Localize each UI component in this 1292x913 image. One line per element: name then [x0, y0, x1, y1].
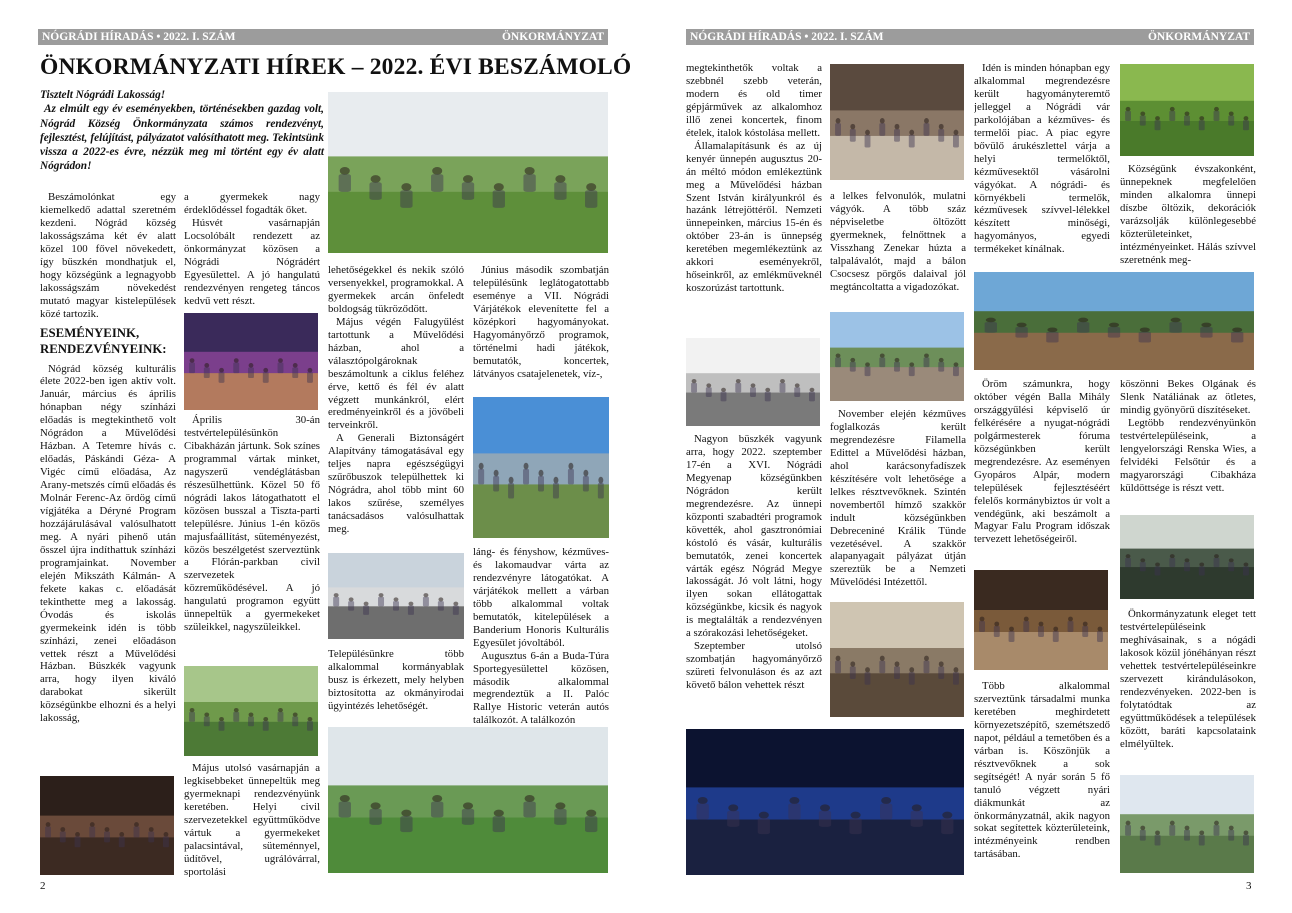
- left-column-4a: [473, 264, 609, 394]
- paragraph: Május végén Falugyűlést tartottunk a Művelődési házban, ahol a választópolgároknak beszámoltunk a ciklus feléhez érve, kettő és fél év alatt végzett munkánkról, elért eredményeinkről és a jövőbeli terveinkről.: [328, 315, 464, 432]
- left-column-3b: [328, 648, 464, 724]
- paragraph: November elején kézműves foglalkozás került megrendezésre Filamella Edittel a Művelődési házban, ahol karácsonyfadíszek készítésére volt lehetősége a lelkes résztvevőknek. Szintén novembertől hímző szakkör indult községünkben Debreceniné Králik Tünde vezetésével. A szakkör alapanyagait pályázat útján szereztük be a Nemzeti Művelődési Intézettől.: [830, 408, 966, 589]
- harvest-parade-photo: [830, 312, 964, 401]
- article-intro: [40, 88, 324, 174]
- paragraph: Május utolsó vasárnapján a legkisebbeket ünnepeltük meg gyermeknapi rendezvényünk keretében. Helyi civil szervezetekkel együttműködve vártuk a gyermekeket palacsintával, süteménnyel, üdítővel, ugrálóvárral, sportolási: [184, 762, 320, 877]
- paragraph: Nagyon büszkék vagyunk arra, hogy 2022. szeptember 17-én a XVI. Nógrádi Megyenap községünkben Nógrádon került megrendezésre. Az ünnepi központi szabadtéri programok követték, ahol gasztronómiai kóstoló és vásár, kulturális bemutatók, zenei koncertek várták egész Nógrád Megye lakosságát. Jó volt látni, hogy ilyen sokan ellátogattak községünkbe, kicsik és nagyok is megtalálták a rendezvényen a szórakozási lehetőségeket.: [686, 433, 822, 640]
- header-section: ÖNKORMÁNYZAT: [501, 31, 604, 43]
- left-column-2b: [184, 414, 320, 662]
- header-publication: NÓGRÁDI HÍRADÁS • 2022. I. SZÁM: [690, 31, 884, 43]
- right-column-1b: [686, 433, 822, 725]
- paragraph: Nógrád község kulturális élete 2022-ben igen aktív volt. Január, március és április hónapban négy színházi előadás is megtekinthető volt Nógrádon a Művelődési Házban. A Tetemre hívás c. előadás, Páskándi Géza- A Vigéc című előadása, Az Arany-metszés című előadás és Molnár Ferenc-Az ördög című vígjátéka a Déryné Program hozzájárulásával valósulhatott meg. A nyári pihenő után ősszel újra indíthattuk színházi programjainkat. November elején Mikszáth Kálmán- A fekete kakas c. előadását tekinthette meg a lakosság. Óvodás és iskolás gyermekeink idén is több színházi, zenei előadáson vettek részt a Művelődési Házban. Büszkék vagyunk arra, hogy ilyen kiváló darabokat sikerült községünkbe elhozni és a helyi lakosság,: [40, 362, 176, 725]
- right-column-4a: [1120, 163, 1256, 267]
- header-section: ÖNKORMÁNYZAT: [1147, 31, 1250, 43]
- intro-paragraph: Az elmúlt egy év eseményekben, történésekben gazdag volt, Nógrád Község Önkormányzata számos rendezvényt, fejlesztést, felújítást, pályázatot valósíthatott meg. Tekintsünk vissza a 2022-es évre, nézzük meg mi történt egy év alatt Nógrádon!: [40, 103, 324, 173]
- childrens-day-photo: [184, 666, 318, 756]
- paragraph: Húsvét vasárnapján Locsolóbált rendezett az önkormányzat közösen a Nógrádi Nógrádért Egyesülettel. A jó hangulatú rendezvényen rengeteg táncos kedvű vett részt.: [184, 216, 320, 307]
- left-column-2c: [184, 762, 320, 877]
- paragraph: Államalapításunk és az új kenyér ünnepén augusztus 20-án méltó módon emlékeztünk meg a Művelődési házban Szent István királyunkról és hazánk létrejöttéről. Nemzeti ünnepeinken, március 15-én és október 23-án is ünnepség keretében megemlékeztünk az akkori eseményekről, hőseinkről, az emlékműveknél koszorúzást tartottunk.: [686, 139, 822, 295]
- right-column-4b: [1120, 378, 1256, 510]
- delegation-flags-photo: [1120, 775, 1254, 873]
- article-title: ÖNKORMÁNYZATI HÍREK – 2022. ÉVI BESZÁMOLÓ: [40, 54, 632, 80]
- paragraph: Szeptember utolsó szombatján hagyományőrző szüreti felvonuláson és az azt követő bálon vehettek részt: [686, 640, 822, 692]
- locsolobal-photo: [184, 313, 318, 410]
- paragraph: Önkormányzatunk eleget tett testvértelepüléseink meghívásainak, s a nógádi lakosok közül jónéhányan részt vehettek testvértelepüléseinkre szervezett kirándulásokon, rendezvényeken. 2022-ben is folytatódtak az együttműködések a települések között, baráti kapcsolataink elmélyültek.: [1120, 608, 1256, 750]
- paragraph: Legtöbb rendezvényünkön testvértelepüléseink, a lengyelországi Renska Wies, a felvidéki Felsőtúr és a magyarországi Cibakháza küldöttsége is részt vett.: [1120, 416, 1256, 494]
- paragraph: Községünk évszakonként, ünnepeknek megfelelően minden alkalomra ünnepi díszbe öltözik, dekorációk varázsolják különlegesebbé közterületeinket, intézményeinket. Hálás szívvel szeretnénk meg-: [1120, 163, 1256, 266]
- header-publication: NÓGRÁDI HÍRADÁS • 2022. I. SZÁM: [42, 31, 236, 43]
- page-number: 3: [1246, 880, 1252, 892]
- right-column-3c: [974, 680, 1110, 876]
- paragraph: a lelkes felvonulók, mulatni vágyók. A több száz népviseletbe öltözött gyermeknek, felnőttnek a Visszhang Zenekar húzta a talpalávalót, majd a bálon Csocsesz pörgős dalaival jól megtáncoltatta a vigadozókat.: [830, 190, 966, 293]
- page-header: [686, 29, 1254, 45]
- park-benches-photo: [1120, 64, 1254, 156]
- paragraph: A Generali Biztonságért Alapítvány támogatásával egy teljes napra egészségügyi szűrőbuszok települhettek ki Nógrádra, ahol több mint 60 lakos szűrése, személyes tanácsadásos valósulhattak meg.: [328, 432, 464, 536]
- paragraph: Több alkalommal szerveztünk társadalmi munka keretében meghirdetett környezetszépítő, szemétszedő napot, például a temetőben és a várban is. Köszönjük a résztvevőknek a sok segítségét! A nyár során 5 fő tanuló végzett nyári diákmunkát az önkormányzatnál, akik nagyon sokat segítettek közterületeink, intézményeink rendben tartásában.: [974, 680, 1110, 861]
- paragraph: a gyermekek nagy érdeklődéssel fogadták őket.: [184, 191, 320, 216]
- paragraph: Idén is minden hónapban egy alkalommal megrendezésre került hagyományteremtő jelleggel a Nógrádi vár parkolójában a kézműves- és termelői piac. A piac egyre bővülő árukészlettel várja a helyi termelőktől, kézművesektől vásárolni vágyókat. A nógrádi- és környékbeli termelők, kézművesek szívvel-lélekkel készített minőségi, hagyományos, egyedi termékeket kínálnak.: [974, 62, 1110, 256]
- section-heading: ESEMÉNYEINK, RENDEZVÉNYEINK:: [40, 325, 167, 356]
- paragraph: Április 30-án testvértelepülésünkön Cibakházán jártunk. Sok színes programmal vártak minket, nagyszerű vendéglátásban részesülhettünk. Közel 50 fő nógrádi lakos látogathatott el közösen busszal a Tiszta-parti településre. Június 1-én közös majusfaállítást, süteményezést, közös beszélgetést szerveztünk a Flórán-parkban civil szervezetek közreműködésével. A jó hangulatú programon együtt ünnepeltük a gyermekeket szüleikkel, nagyszüleikkel.: [184, 414, 320, 634]
- theater-audience-photo: [40, 776, 174, 875]
- right-column-4c: [1120, 608, 1256, 770]
- intro-salutation: Tisztelt Nógrádi Lakosság!: [40, 89, 166, 101]
- right-page: [646, 0, 1292, 913]
- market-tents-photo: [974, 272, 1254, 370]
- paragraph: köszönni Bekes Olgának és Slenk Natáliának az ötletes, mindig gyönyörű díszítéseket.: [1120, 378, 1256, 416]
- left-column-1: [40, 191, 176, 773]
- left-column-3a: [328, 264, 464, 554]
- flag-ceremony-photo: [686, 338, 820, 426]
- folk-dancers-photo: [328, 727, 608, 873]
- paragraph: láng- és fényshow, kézműves- és lakomaudvar várta az rendezvényre látogatókat. A várjátékok mellett a várban több alkalommal voltak bemutatók, kitelepülések a Banderium Honoris Kulturális Egyesület jóvoltából.: [473, 546, 609, 649]
- left-column-4b: [473, 546, 609, 726]
- mobile-office-bus-photo: [328, 553, 464, 639]
- paragraph: Öröm számunkra, hogy október végén Balla Mihály országgyűlési képviselő úr felkérésére a nyugat-nógrádi polgármesterek fóruma községünkben került megrendezésre. Az eseményen Gyopáros Alpár, modern települések fejlesztéséért felelős kormánybiztos úr volt a vendégünk, aki beszámolt a Magyar Falu Program időszak tervezett lehetőségeiről.: [974, 378, 1110, 546]
- night-concert-photo: [686, 729, 964, 875]
- paragraph: Településünkre több alkalommal kormányablak busz is érkezett, mely helyben biztosította az okmányirodai ügyintézés lehetőségét.: [328, 648, 464, 712]
- page-number: 2: [40, 880, 46, 892]
- fort-ruins-photo: [473, 397, 609, 538]
- hall-interior-photo: [830, 64, 964, 180]
- craft-workshop-photo: [830, 602, 964, 717]
- paragraph: Augusztus 6-án a Buda-Túra Sportegyesülettel közösen, második alkalommal megrendeztük a II. Palóc Rallye Historic veterán autós találkozót. A találkozón: [473, 649, 609, 726]
- right-column-2b: [830, 408, 966, 594]
- paragraph: Június második szombatján településünk leglátogatottabb eseménye a VII. Nógrádi Várjátékok elevenítette fel a középkori hagyományokat. Hagyományőrző programok, történelmi hadi játékok, bemutatók, koncertek, látványos csatajelenetek, víz-,: [473, 264, 609, 380]
- memorial-wreath-photo: [1120, 515, 1254, 599]
- right-column-1a: [686, 62, 822, 332]
- paragraph: megtekinthetők voltak a szebbnél szebb veterán, modern és old timer gépjárművek az alkalomhoz illő zenei koncertek, finom ételek, italok kóstolása mellett.: [686, 62, 822, 139]
- right-column-3b: [974, 378, 1110, 558]
- left-column-2a: [184, 191, 320, 309]
- dance-circle-photo: [328, 92, 608, 253]
- paragraph: Beszámolónkat egy kiemelkedő adattal szeretném kezdeni. Nógrád község lakosságszáma két év alatt közel 100 fővel növekedett, így büszkén mondhatjuk el, hogy községünk a legnagyobb lakosságszám növekedést mutató magyar kistelepülések közé tartozik.: [40, 191, 176, 320]
- mayors-forum-photo: [974, 570, 1108, 670]
- right-column-2a: [830, 190, 966, 308]
- paragraph: lehetőségekkel és nekik szóló versenyekkel, programokkal. A gyermekek arcán önfeledt boldogság tükröződött.: [328, 264, 464, 315]
- right-column-3a: [974, 62, 1110, 262]
- page-header: [38, 29, 608, 45]
